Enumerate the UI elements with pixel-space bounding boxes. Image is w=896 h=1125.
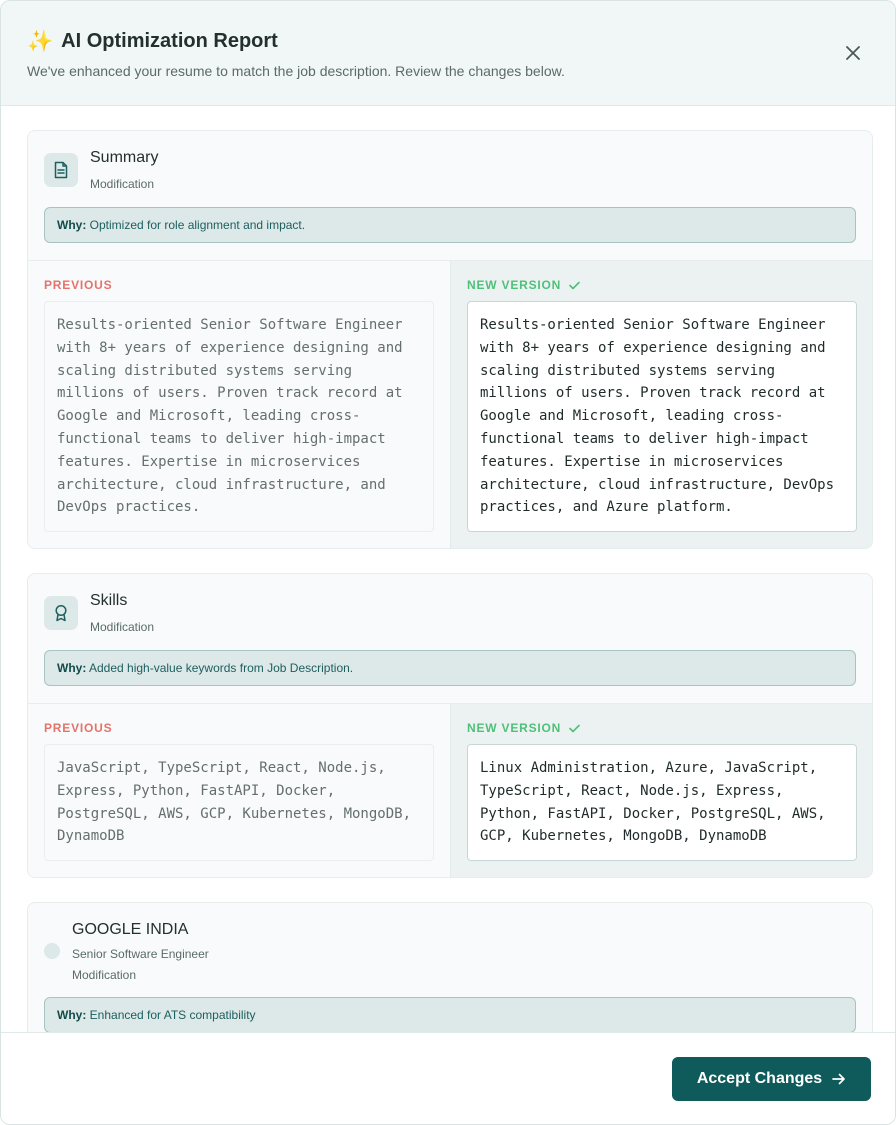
new-label bbox=[467, 278, 580, 292]
close-icon bbox=[846, 46, 860, 60]
modal-footer bbox=[1, 1032, 895, 1125]
company-dot-icon bbox=[44, 943, 60, 959]
job-role: Senior Software Engineer bbox=[72, 947, 209, 961]
card-header bbox=[28, 574, 872, 644]
why-label: Why: bbox=[57, 218, 87, 232]
comparison bbox=[28, 260, 873, 549]
why-label: Why: bbox=[57, 661, 87, 675]
skills-icon-box bbox=[44, 596, 78, 630]
previous-label-text: PREVIOUS bbox=[44, 721, 113, 735]
change-card-experience bbox=[27, 902, 873, 1032]
why-text: Optimized for role alignment and impact. bbox=[89, 218, 306, 232]
sparkles-icon: ✨ bbox=[27, 29, 54, 53]
accept-changes-label: Accept Changes bbox=[696, 1070, 823, 1087]
title-row bbox=[27, 29, 278, 53]
previous-pane bbox=[28, 261, 451, 549]
previous-label-text: PREVIOUS bbox=[44, 278, 113, 292]
modal-header bbox=[1, 1, 895, 106]
previous-text: Results-oriented Senior Software Engineer with 8+ years of experience designing and scaling distributed systems serving millions of users. Proven track record at Google and Microsoft, leading cross-functional teams to deliver high-impact features. Expertise in microservices architecture, cloud infrastructure, and DevOps practices. bbox=[44, 301, 434, 532]
previous-text: JavaScript, TypeScript, React, Node.js, Express, Python, FastAPI, Docker, PostgreSQL, AWS, GCP, Kubernetes, MongoDB, DynamoDB bbox=[44, 744, 434, 861]
modal-title: AI Optimization Report bbox=[61, 30, 278, 52]
change-type: Modification bbox=[90, 177, 155, 191]
accept-changes-button[interactable] bbox=[672, 1057, 871, 1101]
section-title: Summary bbox=[90, 149, 159, 166]
new-label bbox=[467, 721, 580, 735]
summary-icon-box bbox=[44, 153, 78, 187]
new-pane bbox=[451, 261, 873, 549]
why-note bbox=[44, 650, 856, 686]
check-icon bbox=[569, 724, 580, 733]
card-header bbox=[28, 131, 872, 201]
comparison bbox=[28, 703, 873, 878]
section-title: Skills bbox=[90, 592, 128, 609]
award-icon bbox=[53, 604, 69, 622]
change-type: Modification bbox=[72, 968, 137, 982]
changes-list[interactable] bbox=[1, 106, 895, 1032]
change-type: Modification bbox=[90, 620, 155, 634]
document-icon bbox=[53, 161, 69, 179]
previous-label bbox=[44, 278, 112, 292]
why-text: Added high-value keywords from Job Description. bbox=[89, 661, 354, 675]
new-pane bbox=[451, 704, 873, 878]
why-label: Why: bbox=[57, 1008, 87, 1022]
new-label-text: NEW VERSION bbox=[467, 278, 562, 292]
close-button[interactable] bbox=[841, 41, 865, 65]
previous-pane bbox=[28, 704, 451, 878]
why-note bbox=[44, 207, 856, 243]
why-note bbox=[44, 997, 856, 1032]
check-icon bbox=[569, 281, 580, 290]
new-label-text: NEW VERSION bbox=[467, 721, 562, 735]
change-card-summary bbox=[27, 130, 873, 549]
new-text: Results-oriented Senior Software Engineer with 8+ years of experience designing and scaling distributed systems serving millions of users. Proven track record at Google and Microsoft, leading cross-functional teams to deliver high-impact features. Expertise in microservices architecture, cloud infrastructure, DevOps practices, and Azure platform. bbox=[467, 301, 857, 532]
previous-label bbox=[44, 721, 112, 735]
change-card-skills bbox=[27, 573, 873, 878]
arrow-right-icon bbox=[832, 1073, 846, 1085]
modal-subtitle: We've enhanced your resume to match the job description. Review the changes below. bbox=[27, 63, 565, 79]
new-text: Linux Administration, Azure, JavaScript, TypeScript, React, Node.js, Express, Python, FastAPI, Docker, PostgreSQL, AWS, GCP, Kubernetes, MongoDB, DynamoDB bbox=[467, 744, 857, 861]
company-name: GOOGLE INDIA bbox=[72, 921, 189, 938]
why-text: Enhanced for ATS compatibility bbox=[89, 1008, 256, 1022]
